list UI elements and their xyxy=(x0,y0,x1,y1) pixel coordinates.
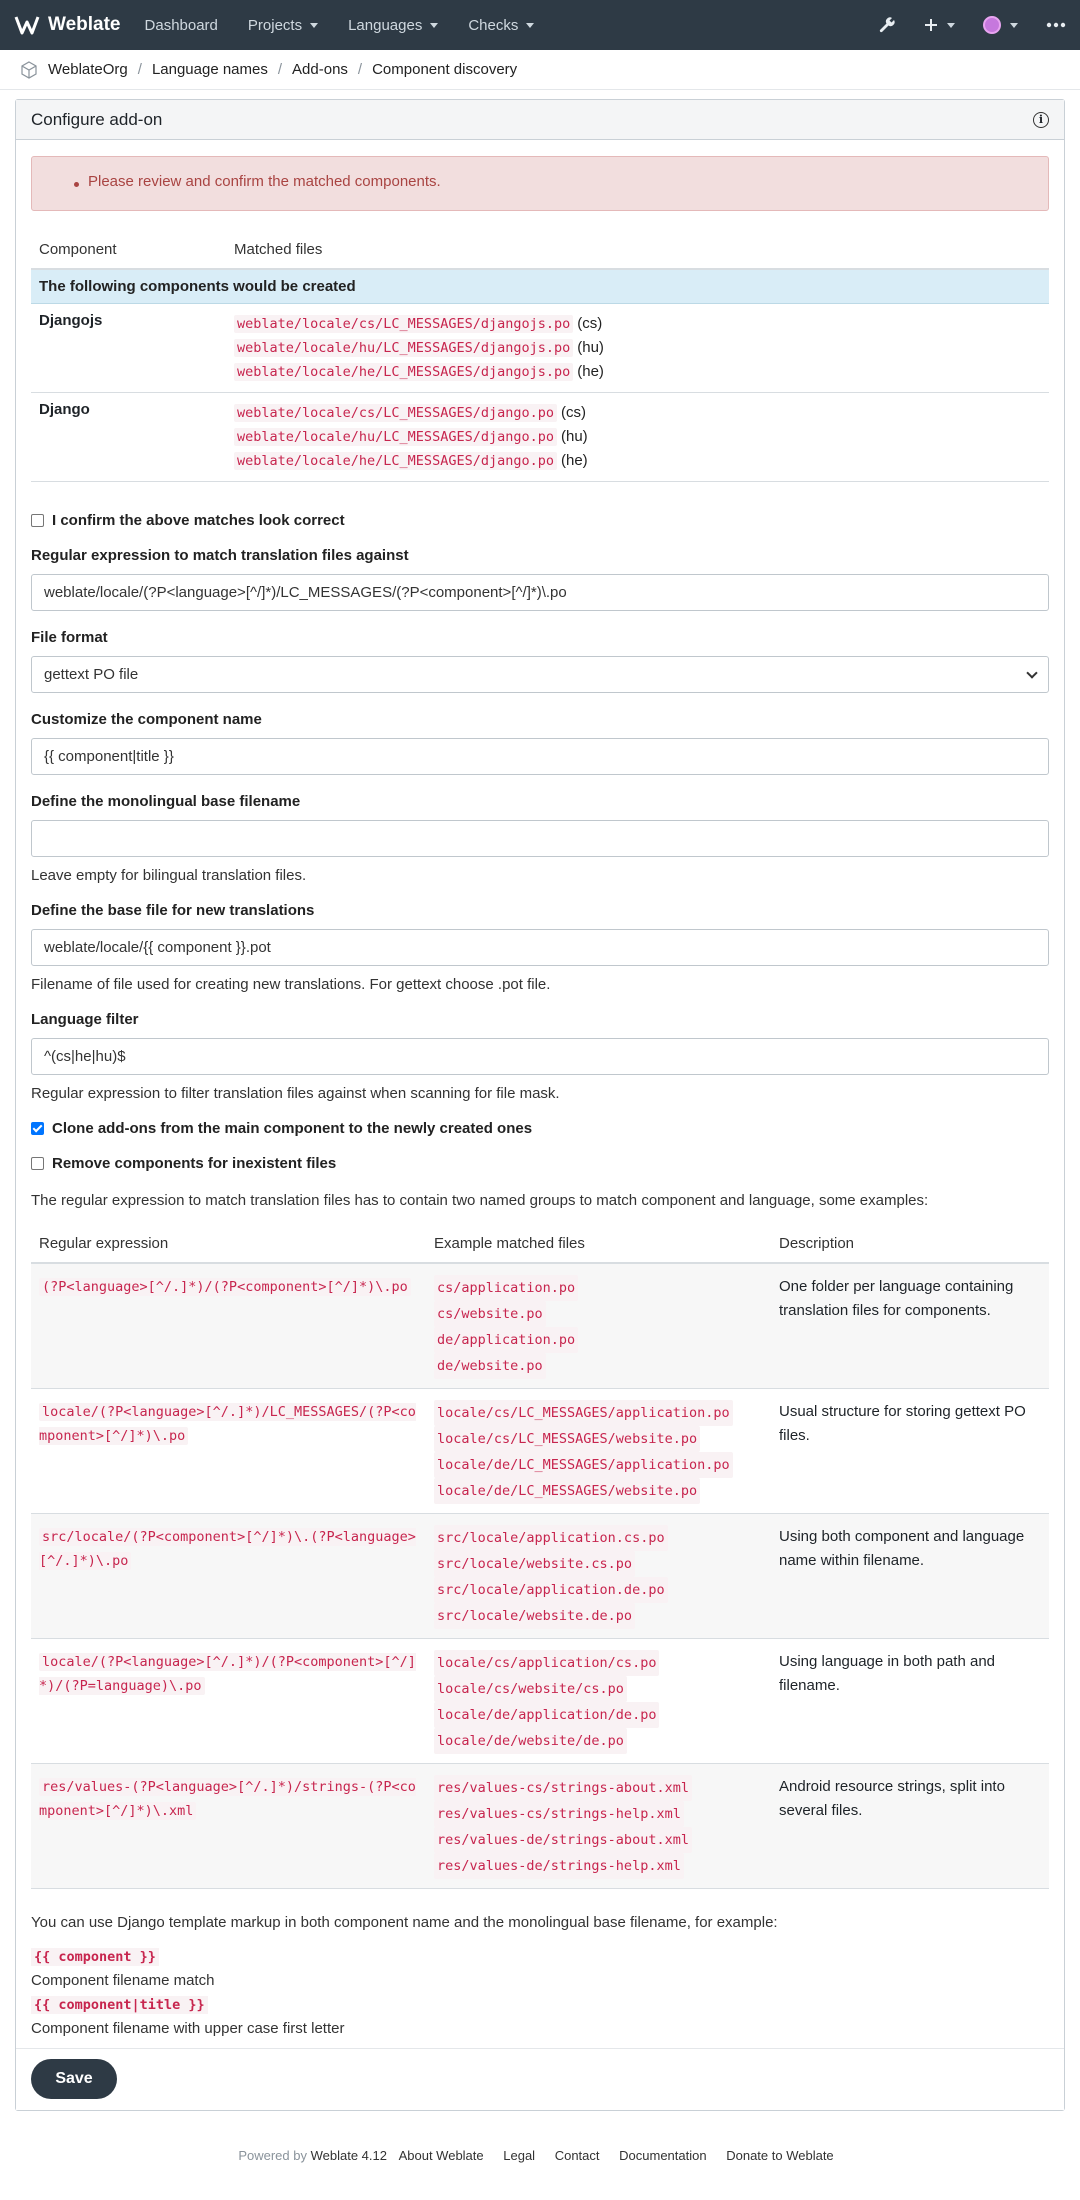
component-name-input[interactable]: {{ component|title }} xyxy=(31,738,1049,775)
confirm-checkbox[interactable] xyxy=(31,514,44,527)
examples-intro: The regular expression to match translation files has to contain two named groups to match component and language, some examples: xyxy=(31,1192,929,1209)
file-path: weblate/locale/cs/LC_MESSAGES/djangojs.po xyxy=(234,315,573,333)
table-row xyxy=(31,1514,1049,1639)
file-language: (he) xyxy=(577,363,604,380)
avatar xyxy=(983,16,1001,34)
powered-by: Powered by xyxy=(238,2148,307,2163)
example-regex-cell xyxy=(31,1639,426,1764)
example-file: cs/website.po xyxy=(434,1301,546,1327)
language-filter-input[interactable]: ^(cs|he|hu)$ xyxy=(31,1038,1049,1075)
example-description: Usual structure for storing gettext PO files. xyxy=(771,1389,1049,1514)
footer-version[interactable]: Weblate 4.12 xyxy=(310,2148,387,2163)
more-icon[interactable] xyxy=(1046,22,1066,28)
example-files-cell xyxy=(426,1263,771,1389)
example-files-cell xyxy=(426,1514,771,1639)
matched-file xyxy=(234,360,1041,384)
add-menu[interactable] xyxy=(924,18,955,32)
example-file: de/application.po xyxy=(434,1327,578,1353)
example-file: res/values-cs/strings-about.xml xyxy=(434,1775,692,1801)
example-regex-cell xyxy=(31,1263,426,1389)
footer-link-donate[interactable]: Donate to Weblate xyxy=(726,2148,834,2163)
file-format-label: File format xyxy=(31,629,108,646)
confirm-label: I confirm the above matches look correct xyxy=(52,512,345,529)
example-regex: locale/(?P<language>[^/.]*)/LC_MESSAGES/(?P<component>[^/]*)\.po xyxy=(39,1404,416,1444)
template-code: {{ component }} xyxy=(31,1948,159,1966)
example-file: res/values-de/strings-about.xml xyxy=(434,1827,692,1853)
panel-heading xyxy=(16,100,1064,140)
new-base-label: Define the base file for new translations xyxy=(31,902,315,919)
example-regex: res/values-(?P<language>[^/.]*)/strings-(?P<component>[^/]*)\.xml xyxy=(39,1779,416,1819)
clone-addons-label: Clone add-ons from the main component to the newly created ones xyxy=(52,1120,533,1137)
nav-checks[interactable] xyxy=(468,17,534,34)
footer-link-documentation[interactable]: Documentation xyxy=(619,2148,707,2163)
group-row xyxy=(31,269,1049,304)
alert-review xyxy=(31,156,1049,211)
example-file: locale/cs/application/cs.po xyxy=(434,1650,659,1676)
clone-addons-checkbox[interactable] xyxy=(31,1122,44,1135)
footer-link-legal[interactable]: Legal xyxy=(503,2148,536,2163)
column-header-component: Component xyxy=(31,231,226,269)
nav-projects[interactable] xyxy=(248,17,318,34)
breadcrumb-current[interactable]: Component discovery xyxy=(372,61,518,78)
file-language: (cs) xyxy=(560,404,586,421)
example-file: locale/cs/LC_MESSAGES/application.po xyxy=(434,1400,733,1426)
new-base-input[interactable]: weblate/locale/{{ component }}.pot xyxy=(31,929,1049,966)
nav-languages[interactable] xyxy=(348,17,438,34)
file-format-select[interactable] xyxy=(31,656,1049,693)
matched-file xyxy=(234,336,1041,360)
user-menu[interactable] xyxy=(983,16,1018,34)
nav-checks-label: Checks xyxy=(468,16,519,34)
column-header-matched-files: Matched files xyxy=(226,231,1049,269)
example-file: locale/de/application/de.po xyxy=(434,1702,659,1728)
example-regex: (?P<language>[^/.]*)/(?P<component>[^/]*)\.po xyxy=(39,1278,411,1296)
regex-label: Regular expression to match translation files against xyxy=(31,547,409,564)
file-path: weblate/locale/hu/LC_MESSAGES/djangojs.po xyxy=(234,339,573,357)
file-language: (he) xyxy=(560,452,588,469)
breadcrumb-separator: / xyxy=(357,61,363,78)
language-filter-label: Language filter xyxy=(31,1011,139,1028)
column-header-example-files: Example matched files xyxy=(426,1225,771,1263)
nav-projects-label: Projects xyxy=(247,16,303,34)
panel-title: Configure add-on xyxy=(31,109,163,129)
breadcrumb xyxy=(0,50,1080,90)
new-base-help: Filename of file used for creating new translations. For gettext choose .pot file. xyxy=(31,976,551,993)
matched-files-cell xyxy=(226,304,1049,393)
brand-name: Weblate xyxy=(48,14,121,35)
example-regex: src/locale/(?P<component>[^/]*)\.(?P<language>[^/.]*)\.po xyxy=(39,1529,416,1569)
save-button[interactable]: Save xyxy=(31,2059,117,2099)
table-row xyxy=(31,1639,1049,1764)
caret-down-icon xyxy=(947,23,955,28)
component-name-label: Customize the component name xyxy=(31,711,262,728)
file-language: (hu) xyxy=(577,339,604,356)
component-name: Django xyxy=(31,393,226,482)
table-row xyxy=(31,393,1049,482)
matched-components-table xyxy=(31,231,1049,482)
page-footer xyxy=(0,2148,1080,2163)
example-file: locale/de/website/de.po xyxy=(434,1728,627,1754)
table-row xyxy=(31,1764,1049,1889)
template-text: Component filename match xyxy=(31,1972,215,1989)
matched-file xyxy=(234,425,1041,449)
example-file: src/locale/website.de.po xyxy=(434,1603,635,1629)
weblate-logo-icon xyxy=(14,14,40,36)
example-file: res/values-de/strings-help.xml xyxy=(434,1853,684,1879)
footer-link-contact[interactable]: Contact xyxy=(554,2148,600,2163)
example-regex-cell xyxy=(31,1514,426,1639)
example-file: res/values-cs/strings-help.xml xyxy=(434,1801,684,1827)
group-label: The following components would be created xyxy=(31,269,1049,304)
file-format-value: gettext PO file xyxy=(44,666,139,683)
project-cube-icon xyxy=(20,61,38,79)
footer-link-about[interactable]: About Weblate xyxy=(398,2148,484,2163)
matched-file xyxy=(234,401,1041,425)
file-path: weblate/locale/hu/LC_MESSAGES/django.po xyxy=(234,428,557,446)
column-header-description: Description xyxy=(771,1225,1049,1263)
alert-text: Please review and confirm the matched components. xyxy=(88,173,441,190)
caret-down-icon xyxy=(526,23,534,28)
wrench-icon[interactable] xyxy=(878,16,896,34)
nav-dashboard[interactable] xyxy=(145,17,218,34)
file-path: weblate/locale/he/LC_MESSAGES/django.po xyxy=(234,452,557,470)
example-files-cell xyxy=(426,1764,771,1889)
breadcrumb-addons[interactable]: Add-ons xyxy=(292,61,348,78)
caret-down-icon xyxy=(1010,23,1018,28)
template-section xyxy=(31,1911,1049,2041)
matched-file xyxy=(234,312,1041,336)
file-path: weblate/locale/cs/LC_MESSAGES/django.po xyxy=(234,404,557,422)
example-regex-cell xyxy=(31,1764,426,1889)
breadcrumb-project[interactable]: WeblateOrg xyxy=(48,61,128,78)
file-language: (cs) xyxy=(577,315,603,332)
example-file: locale/de/LC_MESSAGES/website.po xyxy=(434,1478,700,1504)
remove-components-row[interactable] xyxy=(31,1155,1049,1172)
top-navbar xyxy=(0,0,1080,50)
regex-input[interactable]: weblate/locale/(?P<language>[^/]*)/LC_MESSAGES/(?P<component>[^/]*)\.po xyxy=(31,574,1049,611)
info-icon[interactable]: i xyxy=(1033,112,1049,128)
breadcrumb-component[interactable]: Language names xyxy=(151,61,268,78)
template-intro: You can use Django template markup in both component name and the monolingual base filename, for example: xyxy=(31,1914,778,1931)
remove-components-label: Remove components for inexistent files xyxy=(52,1155,337,1172)
examples-table xyxy=(31,1225,1049,1889)
example-regex: locale/(?P<language>[^/.]*)/(?P<component>[^/]*)/(?P=language)\.po xyxy=(39,1654,416,1694)
example-description: One folder per language containing translation files for components. xyxy=(771,1263,1049,1389)
matched-files-cell xyxy=(226,393,1049,482)
matched-file xyxy=(234,449,1041,473)
breadcrumb-separator: / xyxy=(137,61,142,78)
example-file: cs/application.po xyxy=(434,1275,578,1301)
example-file: locale/cs/LC_MESSAGES/website.po xyxy=(434,1426,700,1452)
example-description: Using language in both path and filename. xyxy=(771,1639,1049,1764)
clone-addons-row[interactable] xyxy=(31,1120,1049,1137)
table-row xyxy=(31,1389,1049,1514)
example-file: locale/de/LC_MESSAGES/application.po xyxy=(434,1452,733,1478)
remove-components-checkbox[interactable] xyxy=(31,1157,44,1170)
panel-footer xyxy=(16,2048,1064,2110)
panel-body xyxy=(16,140,1064,2057)
chevron-down-icon xyxy=(1026,667,1037,678)
breadcrumb-separator: / xyxy=(277,61,283,78)
example-regex-cell xyxy=(31,1389,426,1514)
example-file: locale/cs/website/cs.po xyxy=(434,1676,627,1702)
plus-icon xyxy=(924,18,938,32)
example-description: Using both component and language name within filename. xyxy=(771,1514,1049,1639)
configure-addon-panel xyxy=(15,99,1065,2111)
language-filter-help: Regular expression to filter translation files against when scanning for file mask. xyxy=(31,1085,560,1102)
example-description: Android resource strings, split into several files. xyxy=(771,1764,1049,1889)
nav-languages-label: Languages xyxy=(348,16,423,34)
caret-down-icon xyxy=(310,23,318,28)
example-files-cell xyxy=(426,1389,771,1514)
example-files-cell xyxy=(426,1639,771,1764)
example-file: src/locale/website.cs.po xyxy=(434,1551,635,1577)
template-text: Component filename with upper case first letter xyxy=(31,2020,345,2037)
column-header-regex: Regular expression xyxy=(31,1225,426,1263)
brand[interactable] xyxy=(14,14,121,36)
file-path: weblate/locale/he/LC_MESSAGES/djangojs.po xyxy=(234,363,573,381)
table-row xyxy=(31,304,1049,393)
template-code: {{ component|title }} xyxy=(31,1996,208,2014)
caret-down-icon xyxy=(430,23,438,28)
example-file: src/locale/application.cs.po xyxy=(434,1525,668,1551)
mono-base-help: Leave empty for bilingual translation files. xyxy=(31,867,307,884)
example-file: de/website.po xyxy=(434,1353,546,1379)
table-row xyxy=(31,1263,1049,1389)
example-file: src/locale/application.de.po xyxy=(434,1577,668,1603)
file-language: (hu) xyxy=(560,428,588,445)
mono-base-input[interactable] xyxy=(31,820,1049,857)
nav-dashboard-label: Dashboard xyxy=(144,16,218,34)
component-name: Djangojs xyxy=(31,304,226,393)
confirm-checkbox-row[interactable] xyxy=(31,512,1049,529)
mono-base-label: Define the monolingual base filename xyxy=(31,793,301,810)
